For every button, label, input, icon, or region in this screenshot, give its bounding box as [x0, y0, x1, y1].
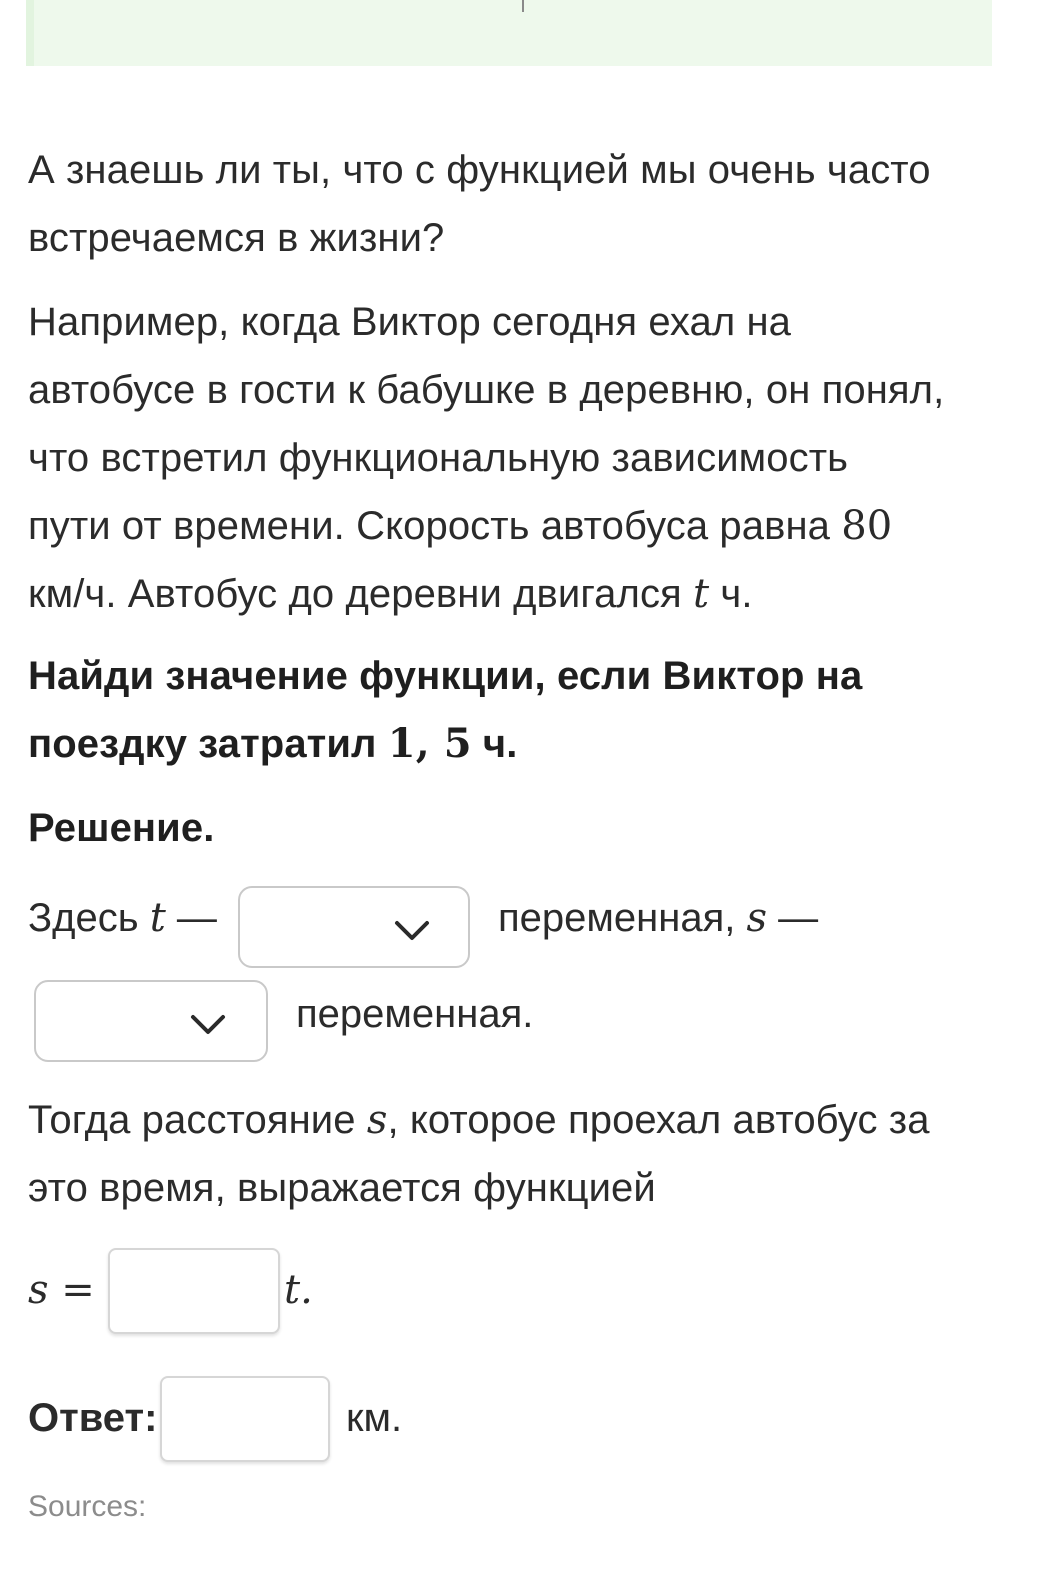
- example-line: автобусе в гости к бабушке в деревню, он понял,: [28, 368, 945, 412]
- formula-right: t.: [284, 1267, 313, 1313]
- example-text: пути от времени. Скорость автобуса равна: [28, 504, 842, 548]
- answer-input[interactable]: [160, 1376, 330, 1462]
- then-text: , которое проехал автобус за: [387, 1098, 930, 1142]
- speed-value: 80: [841, 503, 893, 549]
- answer-label: Ответ:: [28, 1396, 158, 1440]
- intro-paragraph: [28, 136, 998, 272]
- variable-word-line: [498, 894, 818, 942]
- time-spent-value: 1, 5: [387, 720, 472, 767]
- chevron-down-icon: [394, 920, 430, 942]
- example-paragraph: [28, 288, 998, 628]
- intro-line: встречаемся в жизни?: [28, 216, 445, 260]
- answer-unit: км.: [346, 1396, 403, 1440]
- dash: —: [767, 896, 819, 940]
- var-s: s: [746, 895, 767, 941]
- example-line: [28, 560, 998, 628]
- then-paragraph: [28, 1086, 998, 1222]
- task-text: ч.: [471, 722, 518, 766]
- var-t: t: [149, 895, 166, 941]
- task-paragraph: [28, 642, 998, 778]
- chevron-down-icon: [190, 1014, 226, 1036]
- var-s: s: [366, 1097, 388, 1143]
- formula-left: s =: [28, 1267, 95, 1313]
- task-line: Найди значение функции, если Виктор на: [28, 654, 863, 698]
- solution-heading: Решение.: [28, 806, 215, 850]
- then-text: Тогда расстояние: [28, 1098, 367, 1142]
- task-text: поездку затратил: [28, 722, 388, 766]
- variable-type-select-s[interactable]: [34, 980, 268, 1062]
- variable-type-select-t[interactable]: [238, 886, 470, 968]
- time-variable: t: [693, 571, 710, 617]
- then-line: [28, 1086, 998, 1154]
- variable-word-2: переменная.: [296, 992, 534, 1036]
- example-line: [28, 492, 998, 560]
- example-line: что встретил функциональную зависимость: [28, 436, 849, 480]
- sources-label: Sources:: [28, 1490, 147, 1523]
- intro-line: А знаешь ли ты, что с функцией мы очень часто: [28, 148, 931, 192]
- here-label: [28, 894, 217, 942]
- task-line: [28, 710, 998, 778]
- variable-word: переменная,: [498, 896, 747, 940]
- example-line: Например, когда Виктор сегодня ехал на: [28, 300, 792, 344]
- example-text: ч.: [709, 572, 753, 616]
- here-text: Здесь: [28, 896, 150, 940]
- formula-coefficient-input[interactable]: [108, 1248, 280, 1334]
- example-text: км/ч. Автобус до деревни двигался: [28, 572, 694, 616]
- banner-divider: [522, 0, 524, 12]
- then-line: это время, выражается функцией: [28, 1166, 656, 1210]
- dash: —: [165, 896, 217, 940]
- top-banner: [26, 0, 992, 66]
